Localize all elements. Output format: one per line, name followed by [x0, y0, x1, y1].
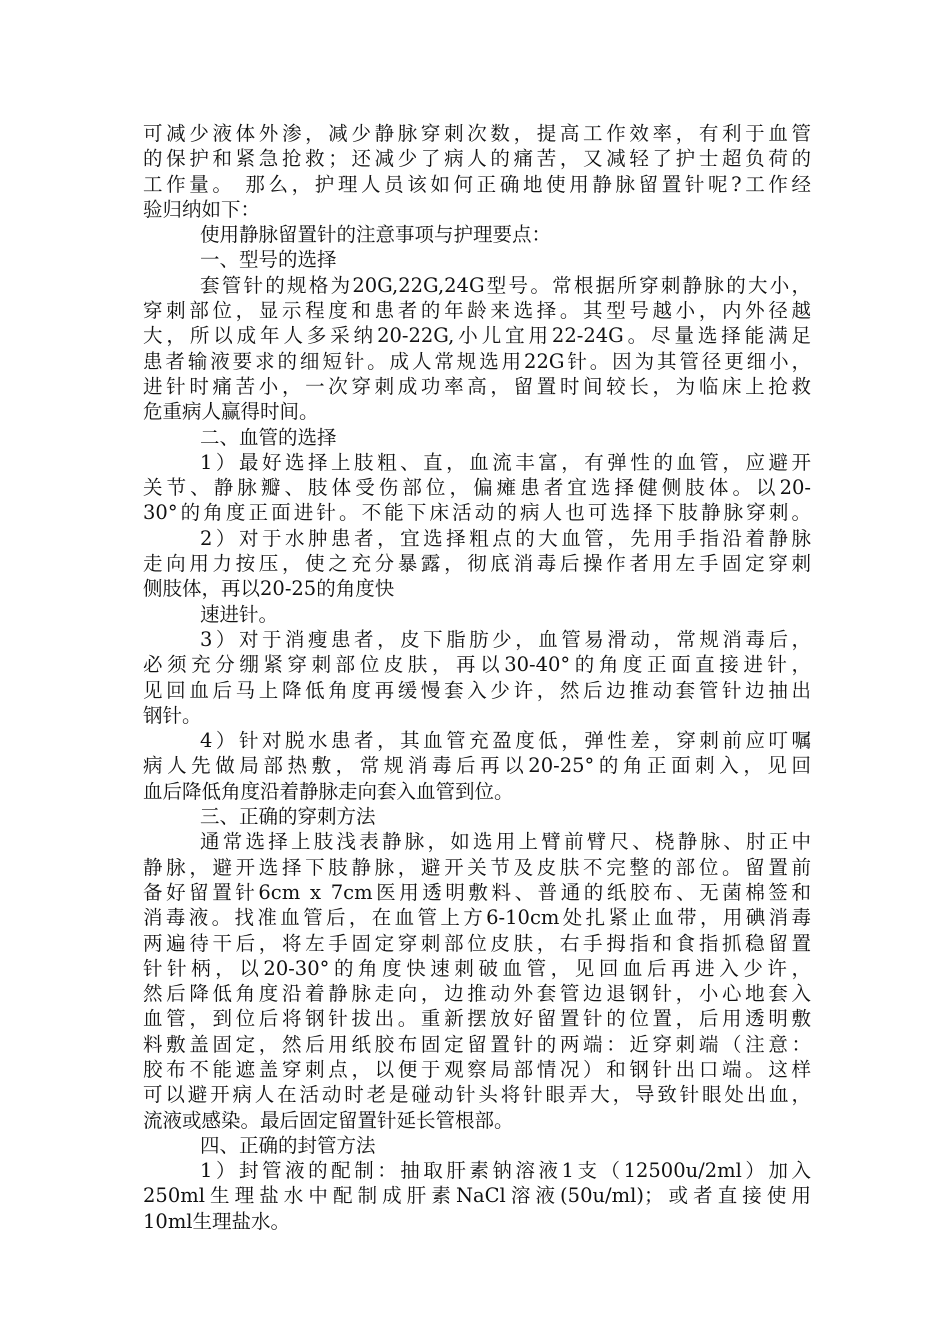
text-line: 然后降低角度沿着静脉走向，边推动外套管边退钢针，小心地套入 — [143, 982, 811, 1006]
text-line: 套管针的规格为20G,22G,24G型号。常根据所穿刺静脉的大小， — [200, 273, 811, 297]
text-line: 两遍待干后，将左手固定穿刺部位皮肤，右手拇指和食指抓稳留置 — [143, 931, 811, 955]
text-line: 四、正确的封管方法 — [200, 1133, 376, 1157]
text-line: 静脉，避开选择下肢静脉，避开关节及皮肤不完整的部位。留置前 — [143, 855, 811, 879]
text-line: 大，所以成年人多采纳20-22G,小儿宜用22-24G。尽量选择能满足 — [143, 324, 811, 348]
text-line: 针针柄，以20-30°的角度快速刺破血管，见回血后再进入少许， — [143, 956, 811, 980]
text-line: 危重病人赢得时间。 — [143, 400, 319, 424]
text-line: 验归纳如下： — [143, 197, 261, 221]
document-body — [143, 121, 811, 1234]
text-line: 30°的角度正面进针。不能下床活动的病人也可选择下肢静脉穿刺。 — [143, 501, 811, 525]
text-line: 走向用力按压，使之充分暴露，彻底消毒后操作者用左手固定穿刺 — [143, 552, 811, 576]
text-line: 1）最好选择上肢粗、直，血流丰富，有弹性的血管，应避开 — [200, 450, 811, 474]
text-line: 工作量。 那么，护理人员该如何正确地使用静脉留置针呢?工作经 — [143, 172, 811, 196]
text-line: 二、血管的选择 — [200, 425, 337, 449]
text-line: 1）封管液的配制：抽取肝素钠溶液1支（12500u/2ml）加入 — [200, 1159, 811, 1183]
text-line: 关节、静脉瓣、肢体受伤部位，偏瘫患者宜选择健侧肢体。以20- — [143, 476, 811, 500]
text-line: 病人先做局部热敷，常规消毒后再以20-25°的角正面刺入，见回 — [143, 754, 811, 778]
text-line: 患者输液要求的细短针。成人常规选用22G针。因为其管径更细小， — [143, 349, 811, 373]
text-line: 钢针。 — [143, 703, 202, 727]
text-line: 3）对于消瘦患者，皮下脂肪少，血管易滑动，常规消毒后， — [200, 627, 811, 651]
text-line: 10ml生理盐水。 — [143, 1209, 291, 1233]
text-line: 进针时痛苦小，一次穿刺成功率高，留置时间较长，为临床上抢救 — [143, 374, 811, 398]
text-line: 穿刺部位，显示程度和患者的年龄来选择。其型号越小，内外径越 — [143, 299, 811, 323]
text-line: 料敷盖固定，然后用纸胶布固定留置针的两端：近穿刺端（注意： — [143, 1032, 811, 1056]
text-line: 消毒液。找准血管后，在血管上方6-10cm处扎紧止血带，用碘消毒 — [143, 906, 811, 930]
text-line: 4）针对脱水患者，其血管充盈度低，弹性差，穿刺前应叮嘱 — [200, 729, 811, 753]
text-line: 可以避开病人在活动时老是碰动针头将针眼弄大，导致针眼处出血， — [143, 1083, 811, 1107]
text-line: 见回血后马上降低角度再缓慢套入少许，然后边推动套管针边抽出 — [143, 678, 811, 702]
text-line: 备好留置针6cm x 7cm医用透明敷料、普通的纸胶布、无菌棉签和 — [143, 880, 811, 904]
text-line: 通常选择上肢浅表静脉，如选用上臂前臂尺、桡静脉、肘正中 — [200, 830, 811, 854]
text-line: 的保护和紧急抢救；还减少了病人的痛苦，又减轻了护士超负荷的 — [143, 147, 811, 171]
text-line: 血管，到位后将钢针拔出。重新摆放好留置针的位置，后用透明敷 — [143, 1007, 811, 1031]
text-line: 一、型号的选择 — [200, 248, 337, 272]
text-line: 必须充分绷紧穿刺部位皮肤，再以30-40°的角度正面直接进针， — [143, 653, 811, 677]
text-line: 三、正确的穿刺方法 — [200, 805, 376, 829]
text-line: 胶布不能遮盖穿刺点，以便于观察局部情况）和钢针出口端。这样 — [143, 1057, 811, 1081]
text-line: 使用静脉留置针的注意事项与护理要点： — [200, 223, 552, 247]
text-line: 流液或感染。最后固定留置针延长管根部。 — [143, 1108, 514, 1132]
text-line: 侧肢体，再以20-25的角度快 — [143, 577, 395, 601]
text-line: 250ml生理盐水中配制成肝素NaCl溶液(50u/ml)；或者直接使用 — [143, 1184, 811, 1208]
text-line: 可减少液体外渗，减少静脉穿刺次数，提高工作效率，有利于血管 — [143, 122, 811, 145]
text-line: 血后降低角度沿着静脉走向套入血管到位。 — [143, 779, 514, 803]
text-line: 速进针。 — [200, 602, 279, 626]
text-line: 2）对于水肿患者，宜选择粗点的大血管，先用手指沿着静脉 — [200, 526, 811, 550]
